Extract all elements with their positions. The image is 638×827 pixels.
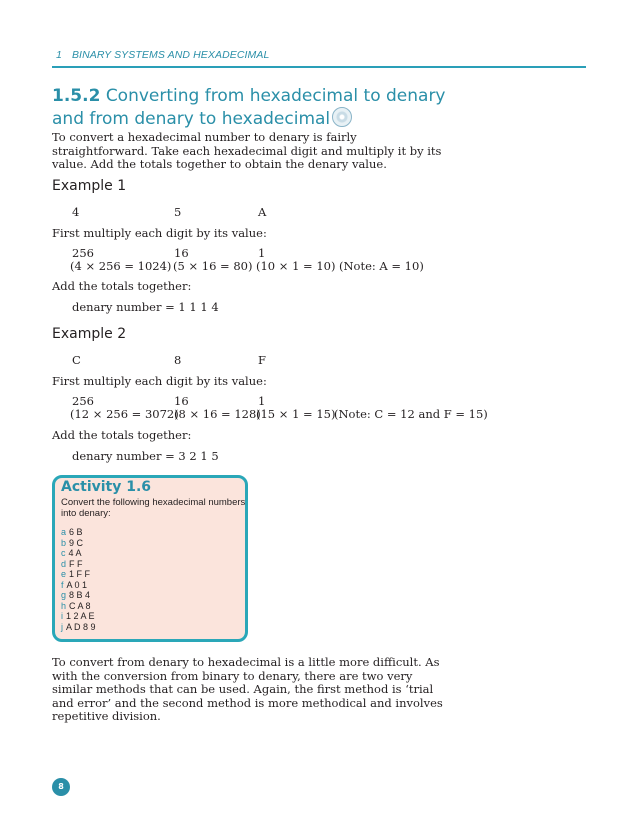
list-item: g 8 B 4 bbox=[61, 590, 91, 600]
example1-product-2: (5 × 16 = 80) bbox=[173, 259, 253, 273]
example2-add-text: Add the totals together: bbox=[52, 428, 192, 442]
intro-paragraph: To convert a hexadecimal number to denary is fairly straightforward. Take each hexadecimal digit and multiply it by its value. Add the totals together to obtain the denary value. bbox=[52, 130, 442, 171]
example1-value-2: 16 bbox=[174, 246, 189, 260]
example2-value-1: 256 bbox=[72, 394, 94, 408]
running-header bbox=[56, 49, 269, 61]
list-item: h C A 8 bbox=[61, 600, 91, 611]
example2-digit-2: 8 bbox=[174, 353, 182, 367]
example2-digit-3: F bbox=[258, 353, 266, 367]
list-item: f A 0 1 bbox=[61, 579, 88, 590]
example1-note: (Note: A = 10) bbox=[339, 259, 424, 273]
example2-digit-1: C bbox=[72, 353, 81, 367]
list-item: a 6 B bbox=[61, 527, 83, 537]
example1-result: denary number = 1 1 1 4 bbox=[72, 300, 219, 314]
activity-title: Activity 1.6 bbox=[61, 479, 152, 495]
activity-list bbox=[61, 527, 96, 632]
list-item: b 9 C bbox=[61, 537, 84, 548]
example2-value-2: 16 bbox=[174, 394, 189, 408]
closing-paragraph: To convert from denary to hexadecimal is a little more difficult. As with the conversion from binary to denary, there are two very similar methods that can be used. Again, the first method is ‘trial and error’ and the second method is more methodical and involves repetitive division. bbox=[52, 655, 443, 723]
section-title-line1: Converting from hexadecimal to denary bbox=[105, 86, 446, 106]
activity-instructions: Convert the following hexadecimal numbers into denary: bbox=[61, 497, 246, 519]
header-divider bbox=[52, 66, 586, 68]
example2-result: denary number = 3 2 1 5 bbox=[72, 449, 219, 463]
example1-digit-1: 4 bbox=[72, 205, 80, 219]
cd-icon[interactable] bbox=[332, 107, 352, 127]
example1-heading: Example 1 bbox=[52, 178, 127, 194]
example1-instruction: First multiply each digit by its value: bbox=[52, 226, 267, 240]
example2-note: (Note: C = 12 and F = 15) bbox=[334, 407, 488, 421]
example2-heading: Example 2 bbox=[52, 326, 127, 342]
list-item: i 1 2 A E bbox=[61, 611, 95, 621]
section-number: 1.5.2 bbox=[52, 86, 101, 106]
list-item: d F F bbox=[61, 558, 83, 569]
example2-product-3: (15 × 1 = 15) bbox=[256, 407, 336, 421]
example1-add-text: Add the totals together: bbox=[52, 279, 192, 293]
example1-digit-2: 5 bbox=[174, 205, 182, 219]
list-item: j A D 8 9 bbox=[61, 621, 96, 632]
section-title-line2: and from denary to hexadecimal bbox=[52, 109, 331, 129]
page-number: 8 bbox=[52, 778, 70, 796]
chapter-number: 1 bbox=[56, 49, 62, 61]
example2-instruction: First multiply each digit by its value: bbox=[52, 374, 267, 388]
example1-digit-3: A bbox=[258, 205, 267, 219]
example1-product-1: (4 × 256 = 1024) bbox=[70, 259, 172, 273]
list-item: e 1 F F bbox=[61, 569, 91, 579]
section-title bbox=[52, 86, 472, 130]
example1-value-1: 256 bbox=[72, 246, 94, 260]
example2-product-1: (12 × 256 = 3072) bbox=[70, 407, 179, 421]
example1-value-3: 1 bbox=[258, 246, 266, 260]
chapter-title: BINARY SYSTEMS AND HEXADECIMAL bbox=[71, 49, 270, 61]
list-item: c 4 A bbox=[61, 548, 82, 558]
example1-product-3: (10 × 1 = 10) bbox=[256, 259, 336, 273]
activity-box bbox=[52, 475, 248, 642]
example2-product-2: (8 × 16 = 128) bbox=[174, 407, 261, 421]
example2-value-3: 1 bbox=[258, 394, 266, 408]
